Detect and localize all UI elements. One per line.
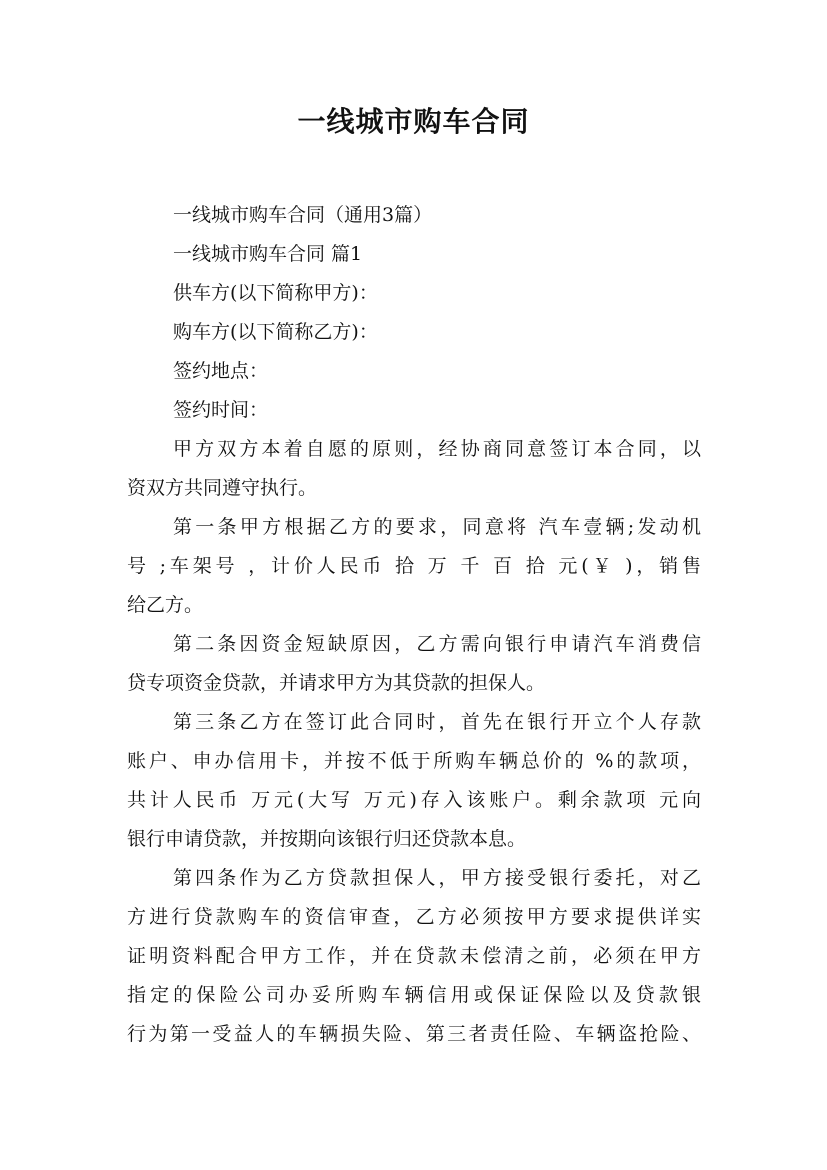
text-line: 指定的保险公司办妥所购车辆信用或保证保险以及贷款银 [127, 984, 701, 1006]
text-line: 证明资料配合甲方工作，并在贷款未偿清之前，必须在甲方 [127, 945, 701, 967]
paragraph-supplier: 供车方(以下简称甲方)： [173, 282, 378, 304]
text-line: 第一条甲方根据乙方的要求，同意将 汽车壹辆;发动机 [173, 516, 701, 538]
document-body [127, 196, 701, 1054]
text-line: 贷专项资金贷款，并请求甲方为其贷款的担保人。 [127, 672, 546, 694]
text-line: 给乙方。 [127, 594, 204, 616]
paragraph-signing-place: 签约地点： [173, 360, 269, 382]
text-line: 第三条乙方在签订此合同时，首先在银行开立个人存款 [173, 711, 701, 733]
text-line: 方进行贷款购车的资信审查，乙方必须按甲方要求提供详实 [127, 906, 701, 928]
text-line: 号 ;车架号 ，计价人民币 拾 万 千 百 拾 元(￥ )，销售 [127, 555, 701, 577]
text-line: 资双方共同遵守执行。 [127, 477, 318, 499]
paragraph-signing-time: 签约时间： [173, 399, 269, 421]
text-line: 账户、申办信用卡，并按不低于所购车辆总价的 %的款项， [127, 750, 701, 772]
paragraph-buyer: 购车方(以下简称乙方)： [173, 321, 378, 343]
text-line: 甲方双方本着自愿的原则，经协商同意签订本合同，以 [173, 438, 701, 460]
text-line: 第二条因资金短缺原因，乙方需向银行申请汽车消费信 [173, 633, 701, 655]
text-line: 银行申请贷款，并按期向该银行归还贷款本息。 [127, 828, 527, 850]
paragraph-subtitle: 一线城市购车合同（通用3篇） [173, 204, 433, 226]
paragraph-section-heading: 一线城市购车合同 篇1 [173, 243, 363, 265]
text-line: 第四条作为乙方贷款担保人，甲方接受银行委托，对乙 [173, 867, 701, 889]
text-line: 行为第一受益人的车辆损失险、第三者责任险、车辆盗抢险、 [127, 1023, 701, 1045]
document-title: 一线城市购车合同 [297, 105, 530, 138]
text-line: 共计人民币 万元(大写 万元)存入该账户。剩余款项 元向 [127, 789, 701, 811]
